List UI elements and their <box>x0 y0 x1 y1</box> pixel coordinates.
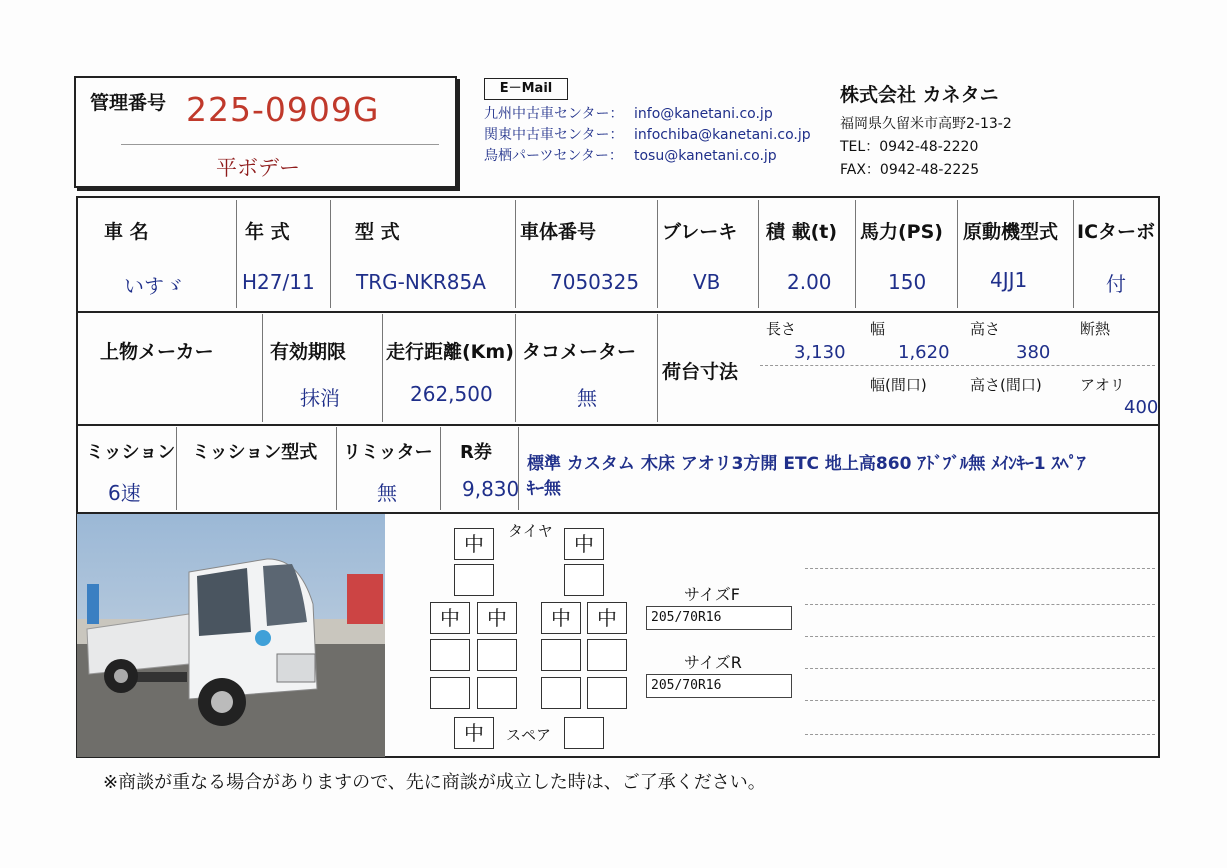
expiry-label: 有効期限 <box>270 341 347 363</box>
mileage-value: 262,500 <box>410 382 493 406</box>
email-label-box <box>484 78 568 100</box>
contacts-list <box>484 104 811 167</box>
company-fax: FAX：0942-48-2225 <box>840 162 980 178</box>
contact-kyushu <box>484 104 811 125</box>
company-info <box>840 80 1012 182</box>
tire-rear-left-inner-3[interactable] <box>477 677 517 709</box>
contact-kanto <box>484 125 811 146</box>
width-value: 1,620 <box>898 342 950 363</box>
remarks-line-2: ｷｰ無 <box>527 479 561 499</box>
company-name: 株式会社 カネタニ <box>840 84 999 106</box>
mileage-label: 走行距離(Km) <box>386 341 514 363</box>
height-value: 380 <box>1016 342 1051 363</box>
tire-rear-right-outer-2[interactable] <box>587 639 627 671</box>
tire-rear-left-outer-2[interactable] <box>430 639 470 671</box>
gate-value: 400 <box>1124 397 1159 418</box>
body-maker-label: 上物メーカー <box>100 341 214 363</box>
ic-turbo-value: 付 <box>1106 272 1126 296</box>
r-ken-label: R券 <box>460 442 492 463</box>
ic-turbo-label: ICターボ <box>1077 221 1156 243</box>
contact-center: 鳥栖パーツセンター： <box>484 148 623 164</box>
tire-rear-left-outer[interactable]: 中 <box>430 602 470 634</box>
email-label: E－Mail <box>499 81 553 96</box>
inner-height-label: 高さ(間口) <box>970 376 1042 394</box>
tire-front-left[interactable]: 中 <box>454 528 494 560</box>
gate-label: アオリ <box>1080 376 1125 394</box>
mission-value: 6速 <box>108 481 141 505</box>
contact-email[interactable]: info@kanetani.co.jp <box>634 106 773 122</box>
tire-rear-right-inner[interactable]: 中 <box>541 602 581 634</box>
tire-rear-left-inner[interactable]: 中 <box>477 602 517 634</box>
size-f-field[interactable]: 205/70R16 <box>646 606 792 630</box>
tire-rear-right-outer-3[interactable] <box>587 677 627 709</box>
model-label: 型 式 <box>355 221 400 243</box>
car-name-value: いすゞ <box>124 274 184 298</box>
mission-type-label: ミッション型式 <box>192 442 318 463</box>
chassis-value: 7050325 <box>550 270 640 294</box>
brake-label: ブレーキ <box>662 221 738 243</box>
mgmt-label: 管理番号 <box>90 92 167 114</box>
mission-label: ミッション <box>86 442 176 463</box>
size-r-label: サイズR <box>684 653 742 672</box>
contact-email[interactable]: infochiba@kanetani.co.jp <box>634 127 811 143</box>
inner-width-label: 幅(間口) <box>870 376 927 394</box>
body-type: 平ボデー <box>216 156 300 180</box>
car-name-label: 車 名 <box>104 221 149 243</box>
tire-rear-left-outer-3[interactable] <box>430 677 470 709</box>
model-value: TRG-NKR85A <box>356 270 486 294</box>
tire-rear-right-inner-2[interactable] <box>541 639 581 671</box>
height-label: 高さ <box>970 320 1001 338</box>
limiter-value: 無 <box>377 481 397 505</box>
row-divider-1 <box>77 311 1159 313</box>
length-label: 長さ <box>766 320 797 338</box>
company-address: 福岡県久留米市高野2-13-2 <box>840 116 1012 132</box>
contact-center: 九州中古車センター： <box>484 106 624 122</box>
tacho-label: タコメーター <box>522 341 637 363</box>
year-label: 年 式 <box>245 221 290 243</box>
remarks-line-1: 標準 カスタム 木床 アオリ3方開 ETC 地上高860 ｱﾄﾞﾌﾞﾙ無 ﾒｲﾝｷｰ1 ｽﾍﾟｱ <box>527 454 1086 474</box>
bed-dims-label: 荷台寸法 <box>662 361 739 383</box>
contact-email[interactable]: tosu@kanetani.co.jp <box>634 148 777 164</box>
company-tel: TEL：0942-48-2220 <box>840 139 979 155</box>
tire-rear-left-inner-2[interactable] <box>477 639 517 671</box>
tire-front-left-2[interactable] <box>454 564 494 596</box>
mgmt-number: 225-0909G <box>186 90 380 129</box>
tire-spare-1[interactable]: 中 <box>454 717 494 749</box>
insulation-label: 断熱 <box>1080 320 1111 338</box>
tire-rear-right-inner-3[interactable] <box>541 677 581 709</box>
tacho-value: 無 <box>577 386 597 410</box>
row-divider-2 <box>77 424 1159 426</box>
tire-label: タイヤ <box>508 522 553 540</box>
engine-label: 原動機型式 <box>963 221 1059 243</box>
tire-front-right[interactable]: 中 <box>564 528 604 560</box>
chassis-label: 車体番号 <box>520 221 597 243</box>
engine-value: 4JJ1 <box>990 268 1028 292</box>
size-r-field[interactable]: 205/70R16 <box>646 674 792 698</box>
limiter-label: リミッター <box>343 442 433 463</box>
load-value: 2.00 <box>787 270 832 294</box>
year-value: H27/11 <box>242 270 315 294</box>
power-label: 馬力(PS) <box>860 221 943 243</box>
power-value: 150 <box>888 270 927 294</box>
mgmt-divider <box>121 144 439 145</box>
expiry-value: 抹消 <box>300 386 340 410</box>
footer-note: ※商談が重なる場合がありますので、先に商談が成立した時は、ご了承ください。 <box>103 772 766 793</box>
size-f-label: サイズF <box>684 585 740 604</box>
tire-rear-right-outer[interactable]: 中 <box>587 602 627 634</box>
tire-front-right-2[interactable] <box>564 564 604 596</box>
r-ken-value: 9,830 <box>462 477 520 501</box>
brake-value: VB <box>693 270 721 294</box>
remarks <box>527 452 1086 502</box>
width-label: 幅 <box>870 320 886 338</box>
contact-tosu <box>484 146 811 167</box>
management-box <box>74 76 457 188</box>
contact-center: 関東中古車センター： <box>484 127 624 143</box>
length-value: 3,130 <box>794 342 846 363</box>
spare-label: スペア <box>506 726 552 744</box>
tire-spare-2[interactable] <box>564 717 604 749</box>
load-label: 積 載(t) <box>766 221 838 243</box>
vehicle-photo <box>77 514 385 757</box>
